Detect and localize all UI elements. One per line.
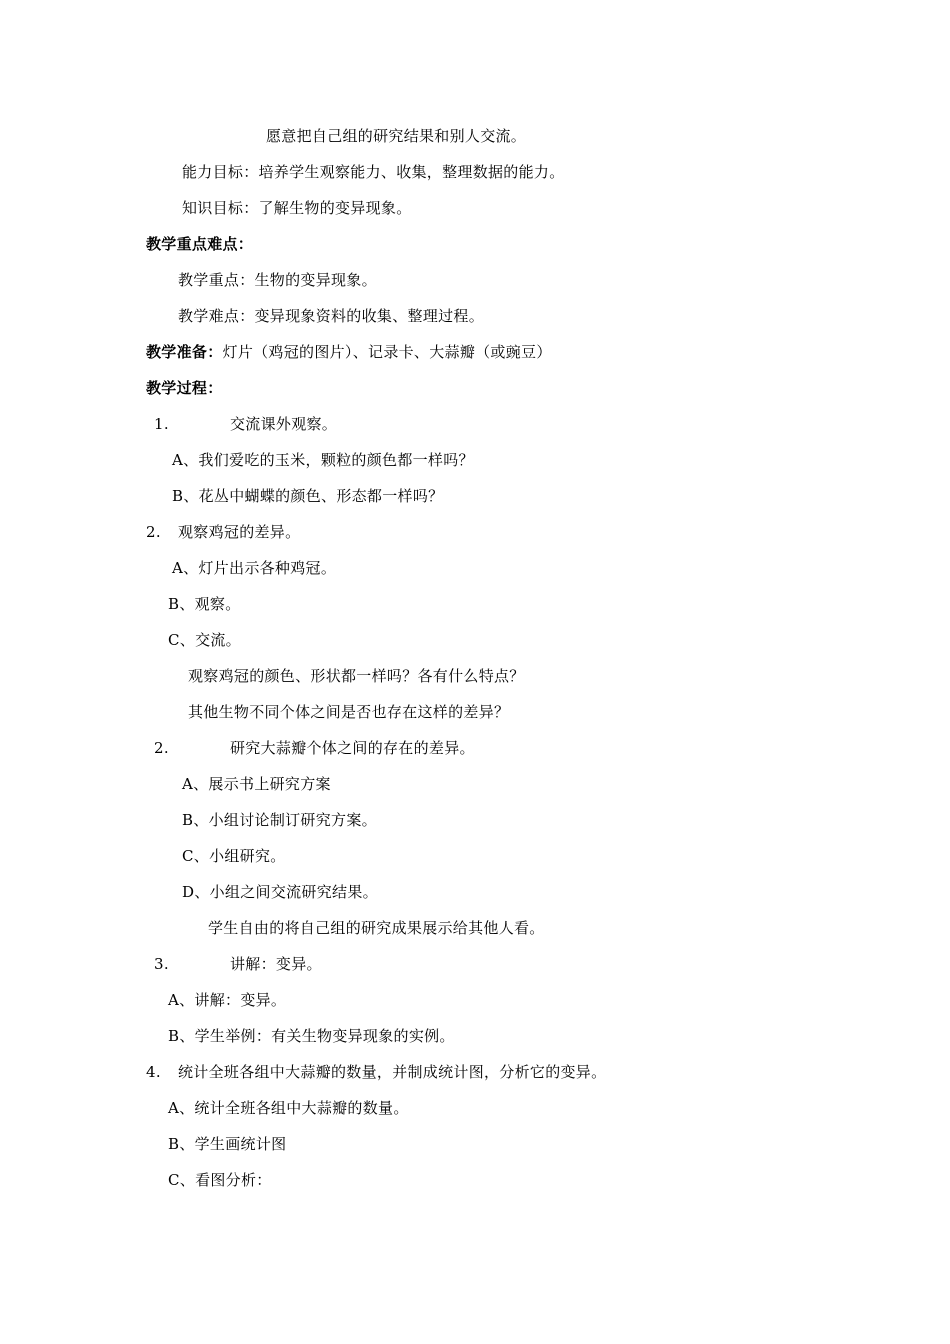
step4-number: 4. xyxy=(146,1063,161,1081)
step1-number: 1. xyxy=(154,415,169,433)
step1-item-a: A、我们爱吃的玉米，颗粒的颜色都一样吗？ xyxy=(172,451,474,469)
step2b-item-d: D、小组之间交流研究结果。 xyxy=(182,883,378,901)
step1-title: 交流课外观察。 xyxy=(230,415,338,433)
step2b-note: 学生自由的将自己组的研究成果展示给其他人看。 xyxy=(208,919,545,937)
ability-goal: 能力目标：培养学生观察能力、收集，整理数据的能力。 xyxy=(182,163,565,181)
preparation-heading: 教学准备： xyxy=(146,343,223,361)
step4-item-b: B、学生画统计图 xyxy=(168,1135,287,1153)
step3-item-b: B、学生举例：有关生物变异现象的实例。 xyxy=(168,1027,455,1045)
step4-title: 统计全班各组中大蒜瓣的数量，并制成统计图，分析它的变异。 xyxy=(178,1063,607,1081)
step4-item-a: A、统计全班各组中大蒜瓣的数量。 xyxy=(168,1099,409,1117)
step4-item-c: C、看图分析： xyxy=(168,1171,272,1189)
step2-item-a: A、灯片出示各种鸡冠。 xyxy=(172,559,337,577)
step2b-item-b: B、小组讨论制订研究方案。 xyxy=(182,811,377,829)
teaching-difficulty: 教学难点：变异现象资料的收集、整理过程。 xyxy=(178,307,485,325)
step2-number: 2. xyxy=(146,523,161,541)
step3-item-a: A、讲解：变异。 xyxy=(168,991,287,1009)
key-points-heading: 教学重点难点： xyxy=(146,235,254,253)
preparation-line xyxy=(146,342,552,362)
step2b-number: 2. xyxy=(154,739,169,757)
step2-item-b: B、观察。 xyxy=(168,595,241,613)
step2-question-2: 其他生物不同个体之间是否也存在这样的差异？ xyxy=(188,703,510,721)
step2-title: 观察鸡冠的差异。 xyxy=(178,523,301,541)
step2b-item-c: C、小组研究。 xyxy=(182,847,286,865)
process-heading: 教学过程： xyxy=(146,379,223,397)
step2b-title: 研究大蒜瓣个体之间的存在的差异。 xyxy=(230,739,475,757)
preparation-text: 灯片（鸡冠的图片）、记录卡、大蒜瓣（或豌豆） xyxy=(222,343,552,361)
teaching-focus: 教学重点：生物的变异现象。 xyxy=(178,271,377,289)
step1-item-b: B、花丛中蝴蝶的颜色、形态都一样吗？ xyxy=(172,487,444,505)
step2-item-c: C、交流。 xyxy=(168,631,241,649)
knowledge-goal: 知识目标：了解生物的变异现象。 xyxy=(182,199,412,217)
step2-question-1: 观察鸡冠的颜色、形状都一样吗？各有什么特点？ xyxy=(188,667,525,685)
step3-title: 讲解：变异。 xyxy=(230,955,322,973)
step3-number: 3. xyxy=(154,955,169,973)
step2b-item-a: A、展示书上研究方案 xyxy=(182,775,331,793)
attitude-goal-cont: 愿意把自己组的研究结果和别人交流。 xyxy=(266,127,527,145)
